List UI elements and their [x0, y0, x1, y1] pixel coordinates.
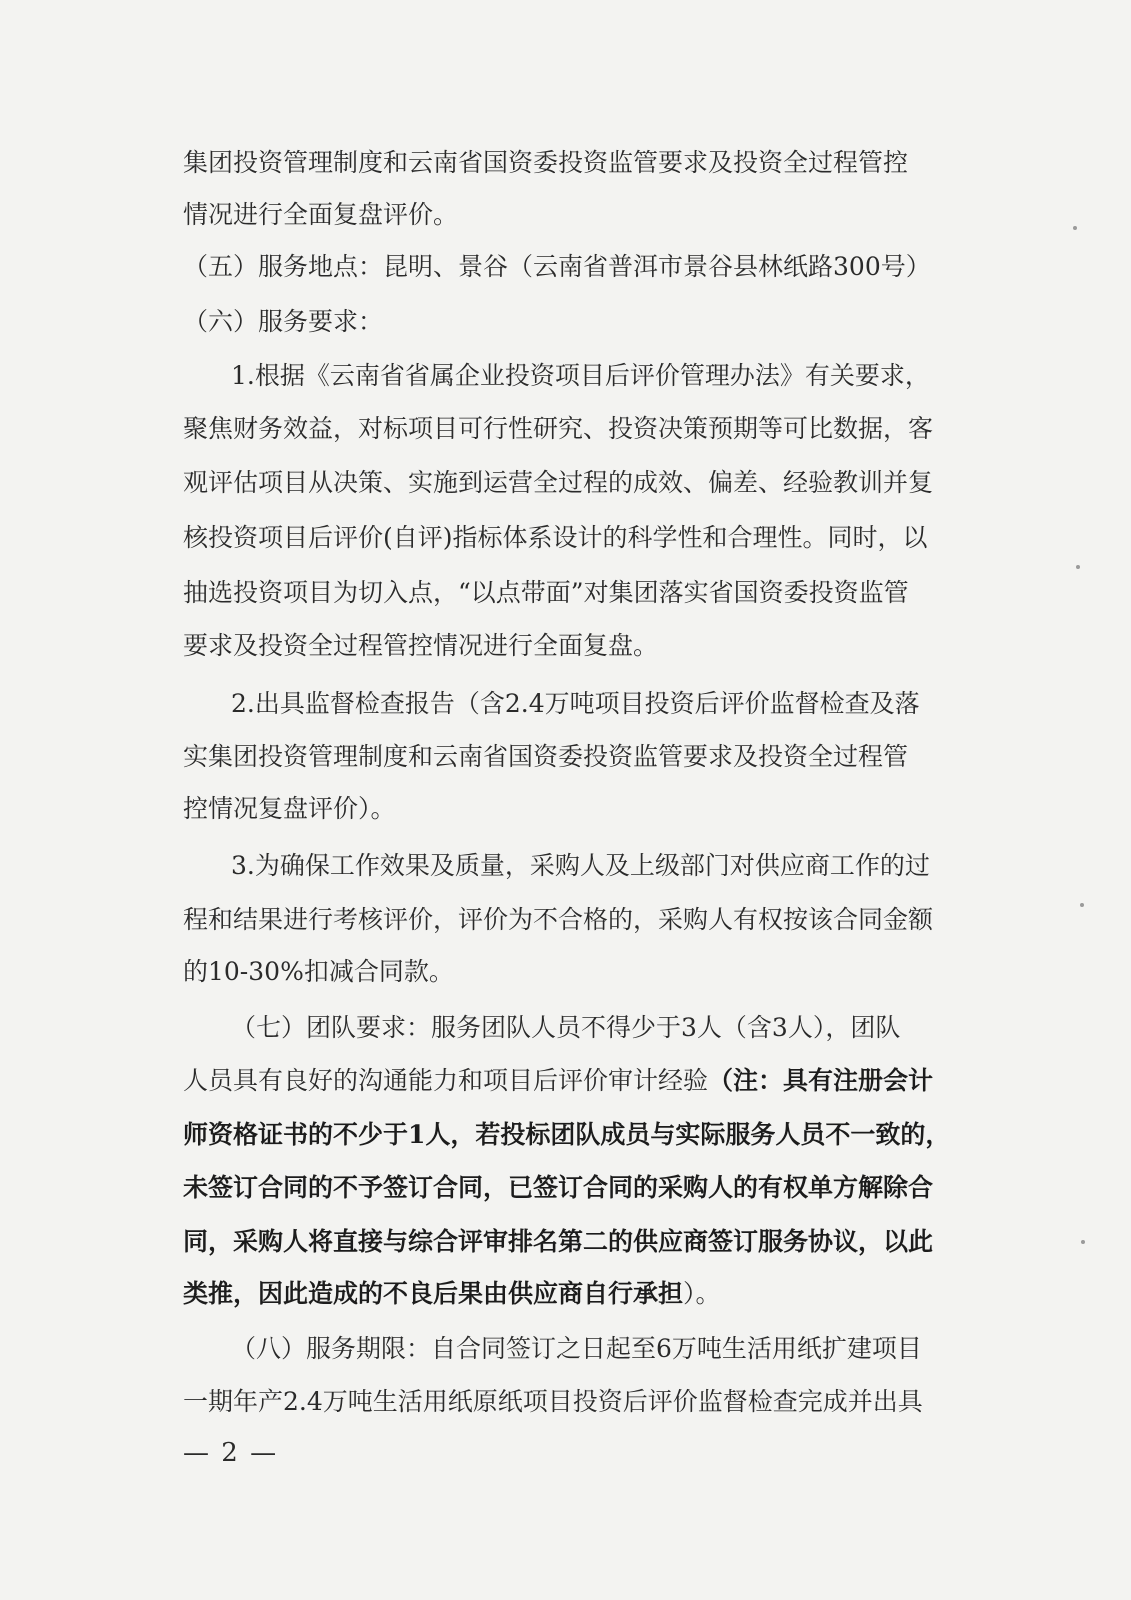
section-7-team-line-1: （七）团队要求：服务团队人员不得少于3人（含3人），团队 [231, 1013, 901, 1042]
section-8-service-period-line-1: （八）服务期限：自合同签订之日起至6万吨生活用纸扩建项目 [231, 1334, 922, 1363]
team-note-line-2: 未签订合同的不予签订合同，已签订合同的采购人的有权单方解除合 [183, 1173, 934, 1202]
team-note-end: 类推，因此造成的不良后果由供应商自行承担 [183, 1279, 684, 1308]
team-note-start: （注：具有注册会计 [708, 1066, 934, 1095]
requirement-1-line-6: 要求及投资全过程管控情况进行全面复盘。 [183, 631, 659, 660]
requirement-1-line-4: 核投资项目后评价(自评)指标体系设计的科学性和合理性。同时，以 [183, 523, 928, 552]
scan-speck [1076, 565, 1080, 569]
requirement-3-line-1: 3.为确保工作效果及质量，采购人及上级部门对供应商工作的过 [231, 851, 930, 880]
team-line-2-normal: 人员具有良好的沟通能力和项目后评价审计经验 [183, 1066, 709, 1095]
section-8-service-period-line-2: 一期年产2.4万吨生活用纸原纸项目投资后评价监督检查完成并出具 [183, 1387, 923, 1416]
requirement-1-line-3: 观评估项目从决策、实施到运营全过程的成效、偏差、经验教训并复 [183, 468, 934, 497]
requirement-3-line-3: 的10-30%扣减合同款。 [183, 957, 454, 986]
requirement-1-line-1: 1.根据《云南省省属企业投资项目后评价管理办法》有关要求， [231, 361, 930, 390]
requirement-1-line-5: 抽选投资项目为切入点，“以点带面”对集团落实省国资委投资监管 [183, 578, 909, 607]
scan-speck [1080, 903, 1084, 907]
scan-speck [1081, 1240, 1085, 1244]
team-note-line-3: 同，采购人将直接与综合评审排名第二的供应商签订服务协议，以此 [183, 1227, 934, 1256]
text-line-2: 情况进行全面复盘评价。 [183, 200, 459, 229]
section-7-team-line-2 [183, 1065, 983, 1097]
team-note-close: ）。 [683, 1279, 721, 1308]
section-6-heading: （六）服务要求： [183, 307, 384, 336]
team-note-line-4 [183, 1278, 983, 1310]
section-5-service-location: （五）服务地点：昆明、景谷（云南省普洱市景谷县林纸路300号） [183, 252, 931, 281]
requirement-1-line-2: 聚焦财务效益，对标项目可行性研究、投资决策预期等可比数据，客 [183, 414, 934, 443]
scan-speck [1073, 226, 1077, 230]
requirement-3-line-2: 程和结果进行考核评价，评价为不合格的，采购人有权按该合同金额 [183, 905, 934, 934]
requirement-2-line-3: 控情况复盘评价）。 [183, 794, 396, 823]
requirement-2-line-1: 2.出具监督检查报告（含2.4万吨项目投资后评价监督检查及落 [231, 689, 920, 718]
requirement-2-line-2: 实集团投资管理制度和云南省国资委投资监管要求及投资全过程管 [183, 742, 909, 771]
team-note-line-1: 师资格证书的不少于1人，若投标团队成员与实际服务人员不一致的， [183, 1120, 951, 1149]
text-line-1: 集团投资管理制度和云南省国资委投资监管要求及投资全过程管控 [183, 148, 909, 177]
page-number: — 2 — [183, 1438, 279, 1468]
